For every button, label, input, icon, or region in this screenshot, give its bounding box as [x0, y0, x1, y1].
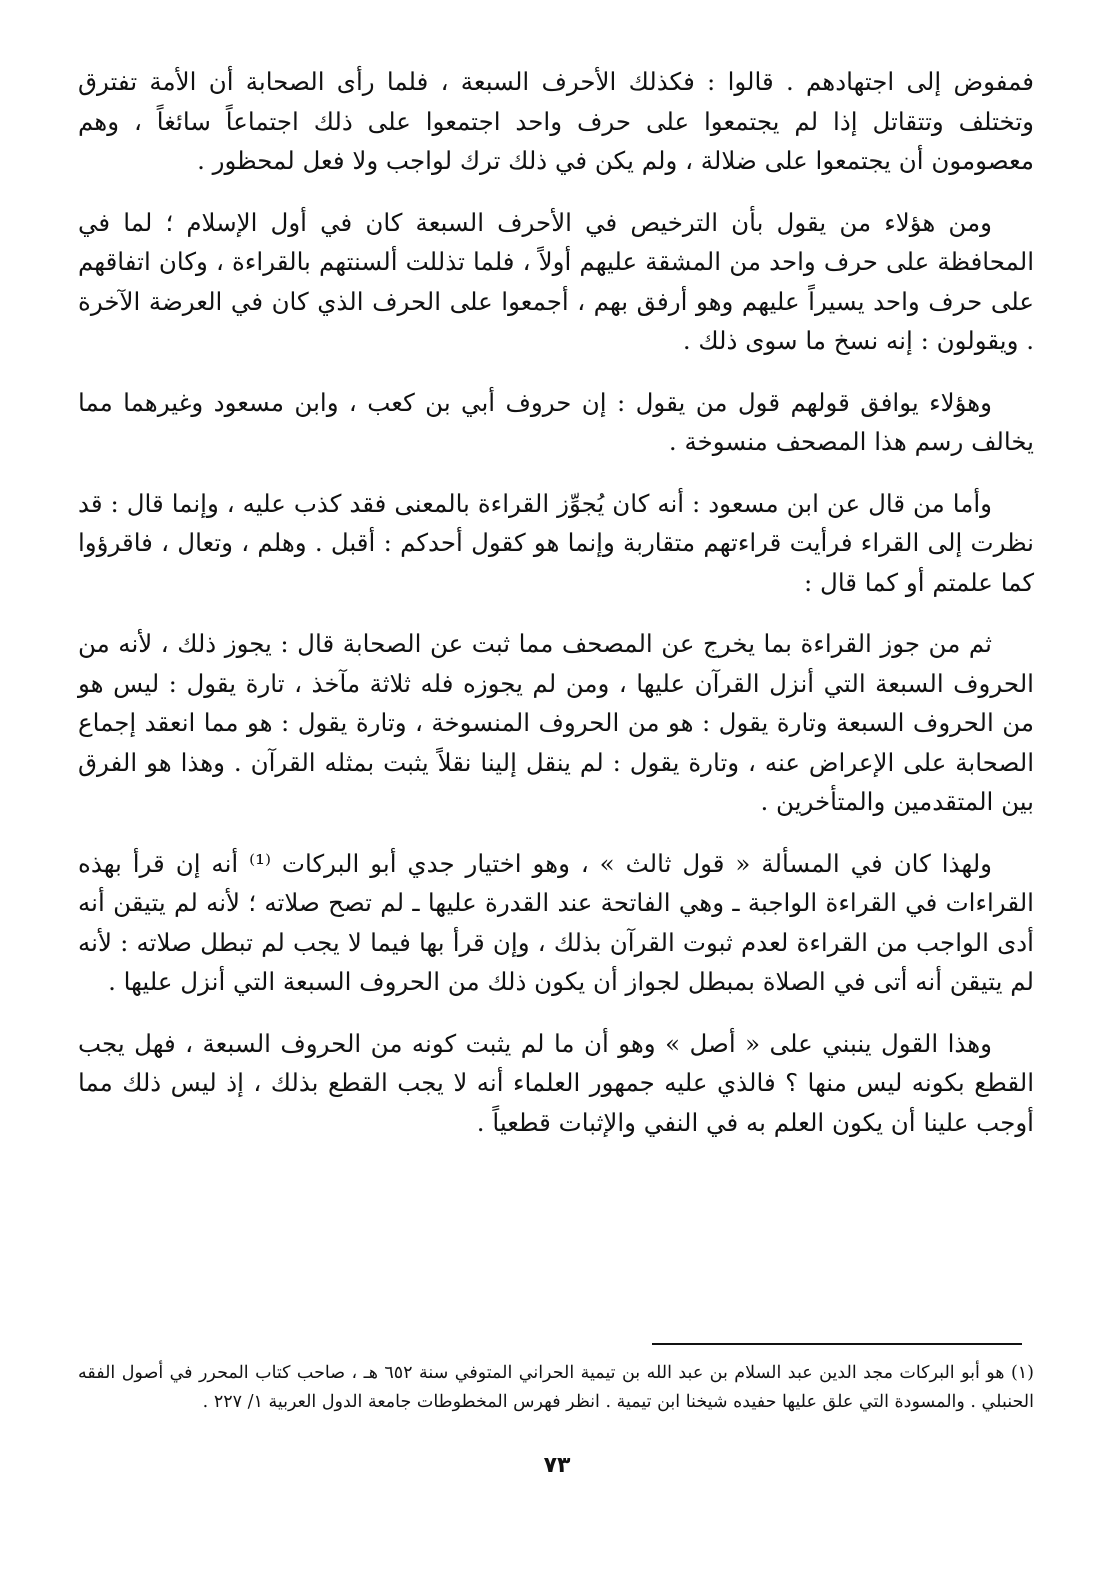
- paragraph-7: وهذا القول ينبني على « أصل » وهو أن ما لم يثبت كونه من الحروف السبعة ، فهل يجب القطع بكونه ليس منها ؟ فالذي عليه جمهور العلماء أنه لا يجب القطع بذلك ، إذ ليس ذلك مما أوجب علينا أن يكون العلم به في النفي والإثبات قطعياً .: [78, 1028, 1034, 1137]
- paragraph-2: ومن هؤلاء من يقول بأن الترخيص في الأحرف السبعة كان في أول الإسلام ؛ لما في المحافظة على حرف واحد من المشقة عليهم أولاً ، فلما تذللت ألسنتهم بالقراءة ، وكان اتفاقهم على حرف واحد يسيراً عليهم وهو أرفق بهم ، أجمعوا على الحرف الذي كان في العرضة الآخرة . ويقولون : إنه نسخ ما سوى ذلك .: [78, 207, 1034, 355]
- paragraph-5: ثم من جوز القراءة بما يخرج عن المصحف مما ثبت عن الصحابة قال : يجوز ذلك ، لأنه من الحروف السبعة التي أنزل القرآن عليها ، ومن لم يجوزه فله ثلاثة مآخذ ، تارة يقول : ليس هو من الحروف السبعة وتارة يقول : هو من الحروف المنسوخة ، وتارة يقول : هو مما انعقد إجماع الصحابة على الإعراض عنه ، وتارة يقول : لم ينقل إلينا نقلاً يثبت بمثله القرآن . وهذا هو الفرق بين المتقدمين والمتأخرين .: [78, 629, 1034, 816]
- main-text: [78, 62, 1034, 1164]
- footnote: (١) هو أبو البركات مجد الدين عبد السلام بن عبد الله بن تيمية الحراني المتوفي سنة ٦٥٢ هـ ، صاحب كتاب المحرر في أصول الفقه الحنبلي . والمسودة التي علق عليها حفيده شيخنا ابن تيمية . انظر فهرس المخطوطات جامعة الدول العربية ١/ ٢٢٧ .: [78, 1363, 1034, 1412]
- paragraph-3: وهؤلاء يوافق قولهم قول من يقول : إن حروف أبي بن كعب ، وابن مسعود وغيرهما مما يخالف رسم هذا المصحف منسوخة .: [78, 387, 1034, 456]
- page-number: ٧٣: [543, 1453, 571, 1478]
- paragraph-6: ولهذا كان في المسألة « قول ثالث » ، وهو اختيار جدي أبو البركات ⁽¹⁾ أنه إن قرأ بهذه القراءات في القراءة الواجبة ـ وهي الفاتحة عند القدرة عليها ـ لم تصح صلاته ؛ لأنه لم يتيقن أنه أدى الواجب من القراءة لعدم ثبوت القرآن بذلك ، وإن قرأ بها فيما لا يجب لم تبطل صلاته : لأنه لم يتيقن أنه أتى في الصلاة بمبطل لجواز أن يكون ذلك من الحروف السبعة التي أنزل عليها .: [78, 848, 1034, 996]
- paragraph-4: وأما من قال عن ابن مسعود : أنه كان يُجوِّز القراءة بالمعنى فقد كذب عليه ، وإنما قال : قد نظرت إلى القراء فرأيت قراءتهم متقاربة وإنما هو كقول أحدكم : أقبل . وهلم ، وتعال ، فاقرؤوا كما علمتم أو كما قال :: [78, 488, 1034, 597]
- footnote-divider: [652, 1343, 1022, 1345]
- paragraph-1: فمفوض إلى اجتهادهم . قالوا : فكذلك الأحرف السبعة ، فلما رأى الصحابة أن الأمة تفترق وتختلف وتتقاتل إذا لم يجتمعوا على حرف واحد اجتمعوا على ذلك اجتماعاً سائغاً ، وهم معصومون أن يجتمعوا على ضلالة ، ولم يكن في ذلك ترك لواجب ولا فعل لمحظور .: [78, 67, 1034, 175]
